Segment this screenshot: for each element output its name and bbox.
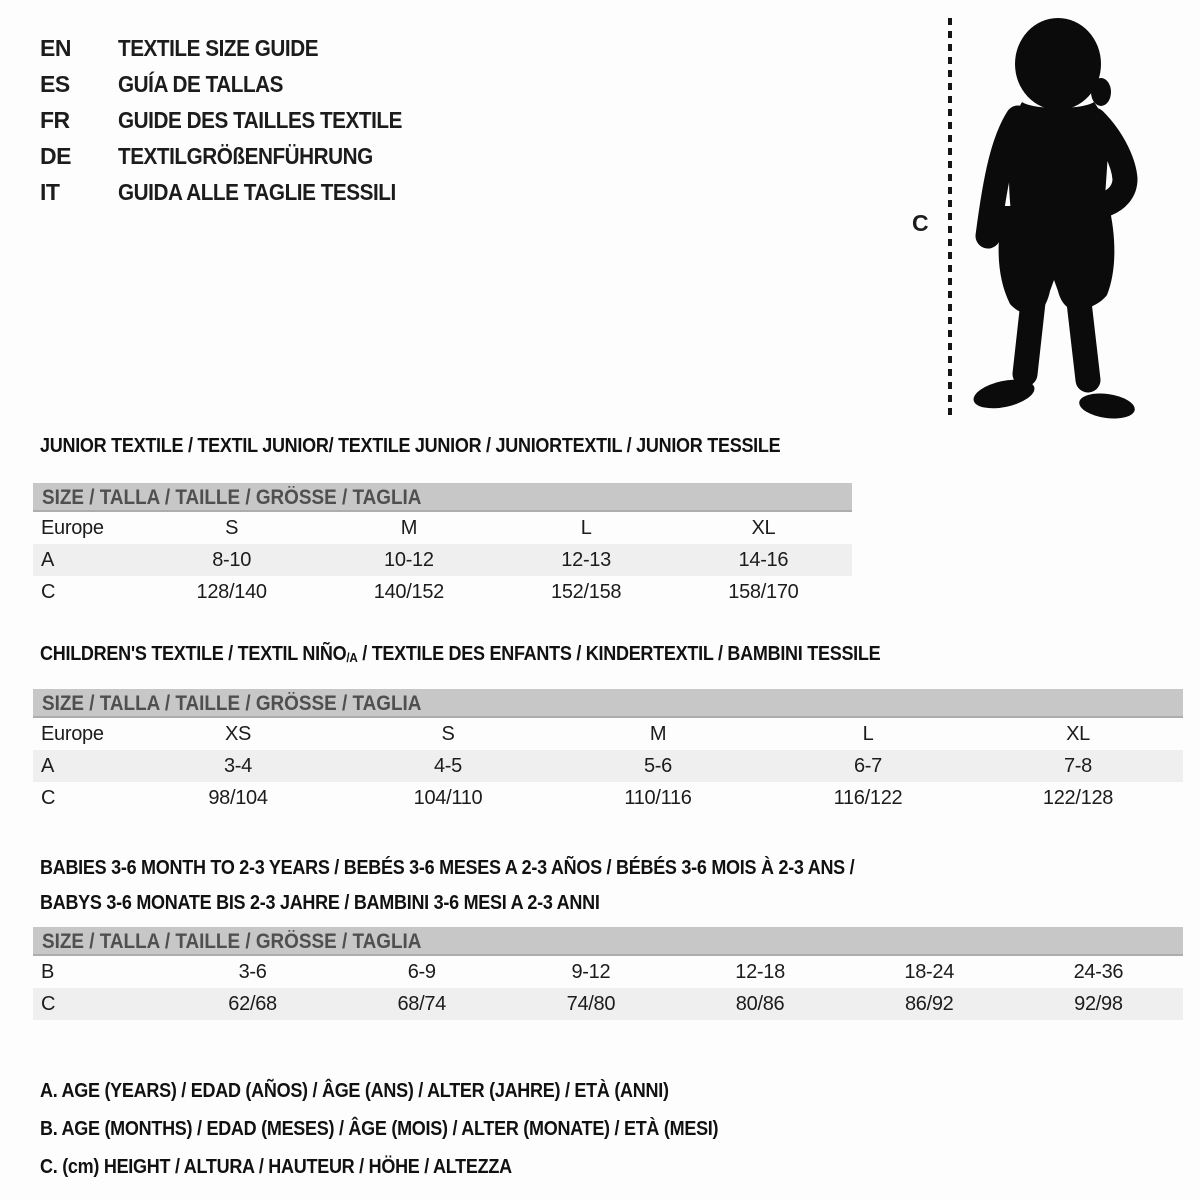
junior-section-title: JUNIOR TEXTILE / TEXTIL JUNIOR/ TEXTILE JUNIOR / JUNIORTEXTIL / JUNIOR TESSILE: [40, 435, 781, 457]
babies-size-table: [33, 927, 1183, 1020]
babies-section-title: [40, 851, 945, 921]
language-code: FR: [40, 106, 70, 133]
language-code: IT: [40, 178, 60, 205]
language-code: DE: [40, 142, 71, 169]
children-size-table: [33, 689, 1183, 814]
size-header-bar: [33, 927, 1183, 956]
height-cell: 158/170: [728, 580, 799, 603]
size-header-label: SIZE / TALLA / TAILLE / GRÖSSE / TAGLIA: [42, 486, 422, 509]
row-label: Europe: [41, 722, 104, 745]
footnote-c: C. (cm) HEIGHT / ALTURA / HAUTEUR / HÖHE / ALTEZZA: [40, 1155, 512, 1178]
height-measure-dashed-line: [948, 18, 952, 418]
height-cell: 92/98: [1074, 992, 1123, 1015]
guide-title-it: GUIDA ALLE TAGLIE TESSILI: [118, 178, 396, 205]
height-cell: 68/74: [397, 992, 447, 1015]
height-cell: 98/104: [208, 786, 268, 809]
table-row: [33, 988, 1183, 1020]
table-row: [33, 512, 852, 544]
table-row: [33, 576, 852, 608]
age-cell: 6-7: [853, 754, 882, 777]
nino-a-subscript: /A: [346, 650, 358, 665]
size-header-label: SIZE / TALLA / TAILLE / GRÖSSE / TAGLIA: [42, 692, 422, 715]
age-cell: 5-6: [643, 754, 672, 777]
age-cell: 8-10: [212, 548, 252, 571]
table-row: [33, 750, 1183, 782]
row-label: C: [41, 580, 56, 603]
age-cell: 3-4: [223, 754, 252, 777]
age-cell: 14-16: [738, 548, 789, 571]
row-label: Europe: [41, 516, 104, 539]
legend-row-es: [40, 66, 434, 102]
babies-title-line2: BABYS 3-6 MONATE BIS 2-3 JAHRE / BAMBINI 3-6 MESI A 2-3 ANNI: [40, 892, 600, 914]
footnote-b: B. AGE (MONTHS) / EDAD (MESES) / ÂGE (MOIS) / ALTER (MONATE) / ETÀ (MESI): [40, 1117, 719, 1140]
size-cell: XL: [1066, 722, 1090, 745]
size-cell: M: [400, 516, 418, 539]
size-header-label: SIZE / TALLA / TAILLE / GRÖSSE / TAGLIA: [42, 930, 422, 953]
height-cell: 86/92: [904, 992, 954, 1015]
language-code: EN: [40, 34, 71, 61]
legend-row-en: [40, 30, 434, 66]
size-cell: S: [225, 516, 239, 539]
guide-title-es: GUÍA DE TALLAS: [118, 70, 284, 97]
height-cell: 122/128: [1042, 786, 1114, 809]
age-cell: 10-12: [384, 548, 434, 571]
babies-title-line1: BABIES 3-6 MONTH TO 2-3 YEARS / BEBÉS 3-6 MESES A 2-3 AÑOS / BÉBÉS 3-6 MOIS À 2-3 ANS /: [40, 857, 855, 879]
age-cell: 6-9: [407, 960, 436, 983]
guide-title-fr: GUIDE DES TAILLES TEXTILE: [118, 106, 402, 133]
legend-row-de: [40, 138, 434, 174]
age-cell: 3-6: [238, 960, 267, 983]
age-cell: 9-12: [571, 960, 611, 983]
size-header-bar: [33, 689, 1183, 718]
size-cell: S: [441, 722, 455, 745]
height-cell: 110/116: [624, 786, 692, 809]
row-label: B: [41, 960, 55, 983]
children-section-title: CHILDREN'S TEXTILE / TEXTIL NIÑO/A / TEXTILE DES ENFANTS / KINDERTEXTIL / BAMBINI TESSILE: [40, 643, 881, 665]
row-label: A: [41, 548, 55, 571]
language-legend: [40, 30, 434, 210]
table-row: [33, 956, 1183, 988]
height-cell: 74/80: [566, 992, 616, 1015]
legend-row-fr: [40, 102, 434, 138]
height-cell: 104/110: [413, 786, 483, 809]
junior-size-table: [33, 483, 852, 608]
table-row: [33, 718, 1183, 750]
legend-row-it: [40, 174, 434, 210]
row-label: C: [41, 992, 56, 1015]
guide-title-en: TEXTILE SIZE GUIDE: [118, 34, 319, 61]
height-cell: 62/68: [228, 992, 277, 1015]
height-cell: 128/140: [196, 580, 267, 603]
footnotes: [40, 1072, 794, 1186]
toddler-silhouette-icon: [958, 14, 1148, 419]
language-code: ES: [40, 70, 70, 97]
table-row: [33, 782, 1183, 814]
size-cell: L: [862, 722, 874, 745]
age-cell: 7-8: [1063, 754, 1092, 777]
height-cell: 152/158: [551, 580, 622, 603]
height-cell: 116/122: [833, 786, 903, 809]
footnote-a: A. AGE (YEARS) / EDAD (AÑOS) / ÂGE (ANS) / ALTER (JAHRE) / ETÀ (ANNI): [40, 1079, 669, 1102]
age-cell: 18-24: [904, 960, 955, 983]
height-cell: 80/86: [735, 992, 785, 1015]
height-cell: 140/152: [373, 580, 444, 603]
age-cell: 12-18: [735, 960, 785, 983]
row-label: C: [41, 786, 56, 809]
size-cell: XL: [751, 516, 776, 539]
row-label: A: [41, 754, 55, 777]
size-cell: XS: [224, 722, 252, 745]
size-cell: L: [580, 516, 592, 539]
table-row: [33, 544, 852, 576]
guide-title-de: TEXTILGRÖßENFÜHRUNG: [118, 142, 373, 169]
size-cell: M: [649, 722, 667, 745]
age-cell: 12-13: [561, 548, 611, 571]
age-cell: 24-36: [1073, 960, 1124, 983]
size-header-bar: [33, 483, 852, 512]
toddler-figure: [900, 14, 1200, 424]
age-cell: 4-5: [433, 754, 462, 777]
height-measure-label: C: [912, 210, 929, 236]
